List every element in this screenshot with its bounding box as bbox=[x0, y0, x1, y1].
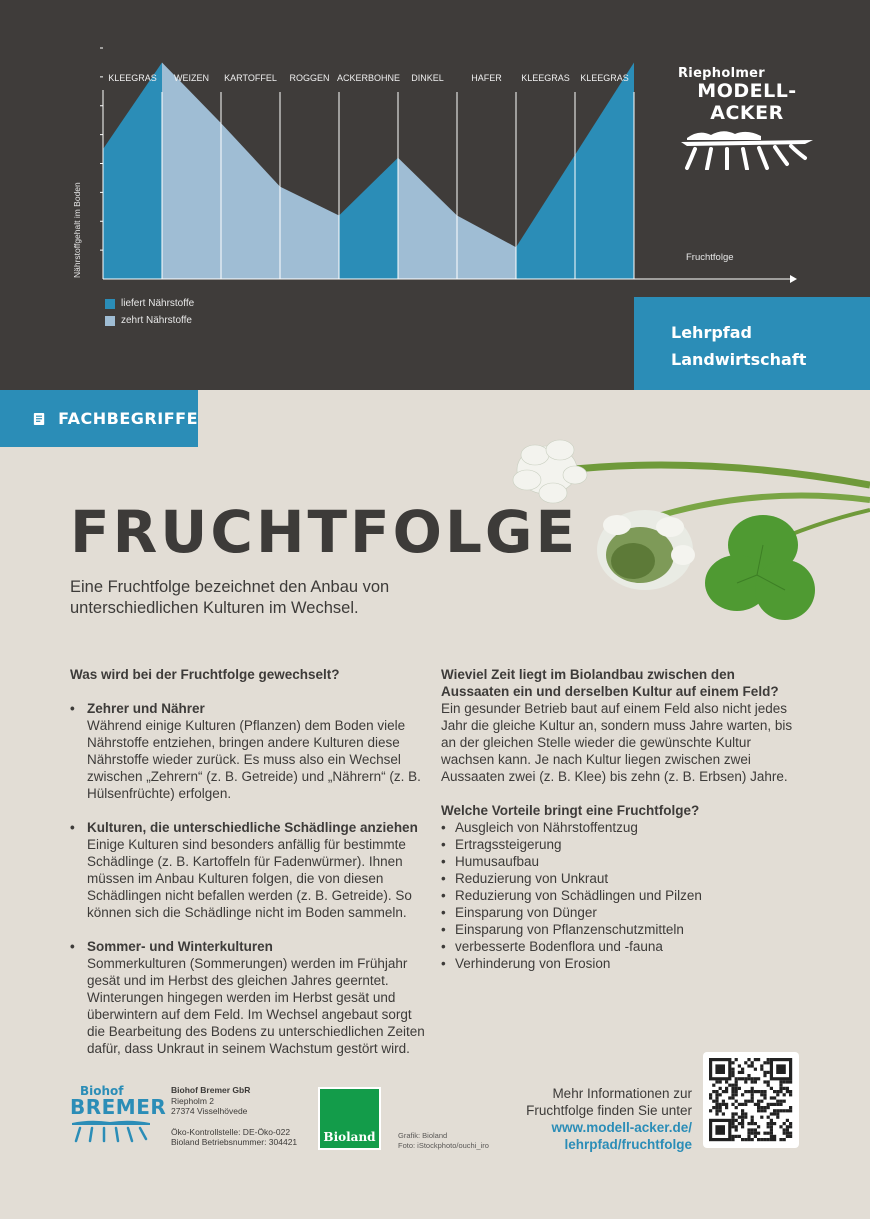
advantage-text: Humusaufbau bbox=[455, 854, 540, 869]
bullet: • bbox=[70, 820, 75, 835]
bioland-logo bbox=[318, 1087, 381, 1150]
list-item: • Ausgleich von Nährstoffentzug bbox=[441, 820, 638, 835]
website-link[interactable]: www.modell-acker.de/ bbox=[551, 1120, 692, 1135]
chart-segment-zehrt bbox=[221, 123, 280, 279]
logo-big-text: BREMER bbox=[70, 1095, 167, 1119]
control-id: Öko-Kontrollstelle: DE-Öko-022 bbox=[171, 1126, 291, 1137]
member-id: Bioland Betriebsnummer: 304421 bbox=[171, 1137, 298, 1147]
left-question: Was wird bei der Fruchtfolge gewechselt? bbox=[70, 667, 340, 682]
section-tag bbox=[0, 390, 198, 447]
legend-item-zehrt bbox=[105, 312, 194, 329]
legend-label: liefert Nährstoffe bbox=[121, 298, 195, 309]
more-info-line2: Fruchtfolge finden Sie unter bbox=[526, 1103, 692, 1118]
advantages-list bbox=[441, 819, 806, 972]
item-text: Während einige Kulturen (Pflanzen) dem Boden viele Nährstoffe entziehen, bringen andere Kulturen diese Nährstoffe wieder zurück. Es muss also ein Wechsel zwischen „Zehrern“ (z. B. Getreide) und „Nährern“ (z. B. Hülsenfrüchte) erfolgen. bbox=[87, 718, 421, 801]
right-answer-1: Ein gesunder Betrieb baut auf einem Feld also nicht jedes Jahr die gleiche Kultur an, sondern muss Jahre warten, bis an der gleichen Stelle wieder die gewünschte Kultur wachsen kann. Je nach Kultur liegen zwischen zwei Aussaaten zwei (z. B. Klee) bis zehn (z. B. Erbsen) Jahre. bbox=[441, 701, 793, 784]
chart-segment-liefert bbox=[575, 62, 634, 279]
logo-small-text: Riepholmer bbox=[678, 66, 766, 81]
legend-label: zehrt Nährstoffe bbox=[121, 315, 192, 326]
chart-segment-liefert bbox=[339, 158, 398, 279]
logo-big-text: MODELL-ACKER bbox=[697, 80, 797, 124]
chart-y-label: Nährstoffgehalt im Boden bbox=[72, 182, 82, 278]
advantage-text: Ertragssteigerung bbox=[455, 837, 562, 852]
chart-category-label: KARTOFFEL bbox=[224, 73, 277, 83]
chart-category-label: KLEEGRAS bbox=[521, 73, 570, 83]
chart-segment-liefert bbox=[103, 62, 162, 279]
chart-category-label: HAFER bbox=[471, 73, 502, 83]
street: Riepholm 2 bbox=[171, 1095, 214, 1106]
list-item: • Einsparung von Dünger bbox=[441, 905, 597, 920]
chart-category-label: WEIZEN bbox=[174, 73, 209, 83]
legend-swatch bbox=[105, 299, 115, 309]
page-title: FRUCHTFOLGE bbox=[70, 498, 579, 566]
intro-text: Eine Fruchtfolge bezeichnet den Anbau von unterschiedlichen Kulturen im Wechsel. bbox=[70, 578, 390, 617]
item-text: Einige Kulturen sind besonders anfällig für bestimmte Schädlinge (z. B. Kartoffeln für Fadenwürmer). Ihnen müssen im Anbau Kulturen folgen, die von diesen Schädlingen nicht befallen werden (z. B. Getreide). So können sich die Schädlinge nicht im Boden sammeln. bbox=[87, 837, 412, 920]
list-item: • Verhinderung von Erosion bbox=[441, 956, 611, 971]
chart-category-label: ROGGEN bbox=[289, 73, 330, 83]
advantage-text: Verhinderung von Erosion bbox=[455, 956, 611, 971]
advantage-text: verbesserte Bodenflora und -fauna bbox=[455, 939, 663, 954]
item-text: Sommerkulturen (Sommerungen) werden im Frühjahr gesät und im Herbst des gleichen Jahres geerntet. Winterungen hingegen werden im Herbst gesät und überwintern auf dem Feld. Im Wechsel angebaut sorgt die Bearbeitung des Bodens zu unterschiedlichen Zeiten dafür, dass Unkraut in seinem Wachstum gestört wird. bbox=[87, 956, 425, 1056]
chart-category-label: KLEEGRAS bbox=[108, 73, 157, 83]
chart-segment-zehrt bbox=[162, 62, 221, 279]
item-heading: Kulturen, die unterschiedliche Schädlinge anziehen bbox=[87, 820, 418, 835]
qr-code[interactable] bbox=[703, 1052, 799, 1148]
credit-grafik: Grafik: Bioland bbox=[398, 1131, 448, 1140]
address-block bbox=[171, 1085, 297, 1148]
bioland-label: Bioland bbox=[323, 1130, 376, 1144]
book-icon bbox=[33, 411, 45, 427]
bullet: • bbox=[70, 939, 75, 954]
chart-segment-zehrt bbox=[457, 215, 516, 279]
chart-category-label: ACKERBOHNE bbox=[336, 73, 401, 83]
chart-segment-zehrt bbox=[280, 187, 339, 279]
list-item bbox=[70, 700, 432, 802]
credit-foto: Foto: iStockphoto/ouchi_iro bbox=[398, 1140, 489, 1150]
item-heading: Zehrer und Nährer bbox=[87, 701, 205, 716]
logo-small-text: Biohof bbox=[80, 1084, 124, 1098]
chart-x-label: Fruchtfolge bbox=[686, 252, 734, 263]
chart-segment-liefert bbox=[516, 155, 575, 279]
city: 27374 Visselhövede bbox=[171, 1106, 248, 1116]
chart-category-label: KLEEGRAS bbox=[580, 73, 629, 83]
advantage-text: Reduzierung von Unkraut bbox=[455, 871, 609, 886]
biohof-bremer-logo bbox=[70, 1084, 167, 1148]
advantage-text: Ausgleich von Nährstoffentzug bbox=[455, 820, 638, 835]
list-item: • Ertragssteigerung bbox=[441, 837, 562, 852]
left-column bbox=[70, 666, 432, 1074]
right-column bbox=[441, 666, 806, 972]
right-question-2: Welche Vorteile bringt eine Fruchtfolge? bbox=[441, 803, 700, 818]
list-item: • Humusaufbau bbox=[441, 854, 540, 869]
chart-category-label: DINKEL bbox=[411, 73, 444, 83]
chart-segment-zehrt bbox=[398, 158, 457, 279]
list-item: • verbesserte Bodenflora und -fauna bbox=[441, 939, 663, 954]
header-panel bbox=[0, 0, 870, 390]
right-question-1: Wieviel Zeit liegt im Biolandbau zwischen den Aussaaten ein und derselben Kultur auf einem Feld? bbox=[441, 667, 779, 699]
list-item bbox=[70, 819, 432, 921]
section-tag-label: FACHBEGRIFFE bbox=[58, 409, 198, 428]
lehrpfad-line1: Lehrpfad bbox=[671, 323, 752, 342]
legend-swatch bbox=[105, 316, 115, 326]
field-icon bbox=[677, 124, 817, 170]
qr-code-icon bbox=[703, 1052, 799, 1148]
advantage-text: Einsparung von Pflanzenschutzmitteln bbox=[455, 922, 684, 937]
more-info bbox=[470, 1085, 692, 1153]
legend-item-liefert bbox=[105, 295, 194, 312]
lehrpfad-line2: Landwirtschaft bbox=[671, 350, 807, 369]
chart-legend bbox=[105, 295, 194, 329]
lehrpfad-banner bbox=[634, 297, 870, 390]
more-info-line1: Mehr Informationen zur bbox=[552, 1086, 692, 1101]
advantage-text: Reduzierung von Schädlingen und Pilzen bbox=[455, 888, 702, 903]
field-icon bbox=[70, 1119, 152, 1143]
list-item: • Einsparung von Pflanzenschutzmitteln bbox=[441, 922, 684, 937]
bullet: • bbox=[70, 701, 75, 716]
item-heading: Sommer- und Winterkulturen bbox=[87, 939, 273, 954]
advantage-text: Einsparung von Dünger bbox=[455, 905, 597, 920]
company-name: Biohof Bremer GbR bbox=[171, 1085, 251, 1095]
website-link-path[interactable]: lehrpfad/fruchtfolge bbox=[564, 1137, 692, 1152]
list-item bbox=[70, 938, 432, 1057]
list-item: • Reduzierung von Schädlingen und Pilzen bbox=[441, 888, 702, 903]
chart-x-axis-arrow bbox=[790, 275, 797, 283]
modell-acker-logo bbox=[672, 66, 822, 175]
list-item: • Reduzierung von Unkraut bbox=[441, 871, 609, 886]
